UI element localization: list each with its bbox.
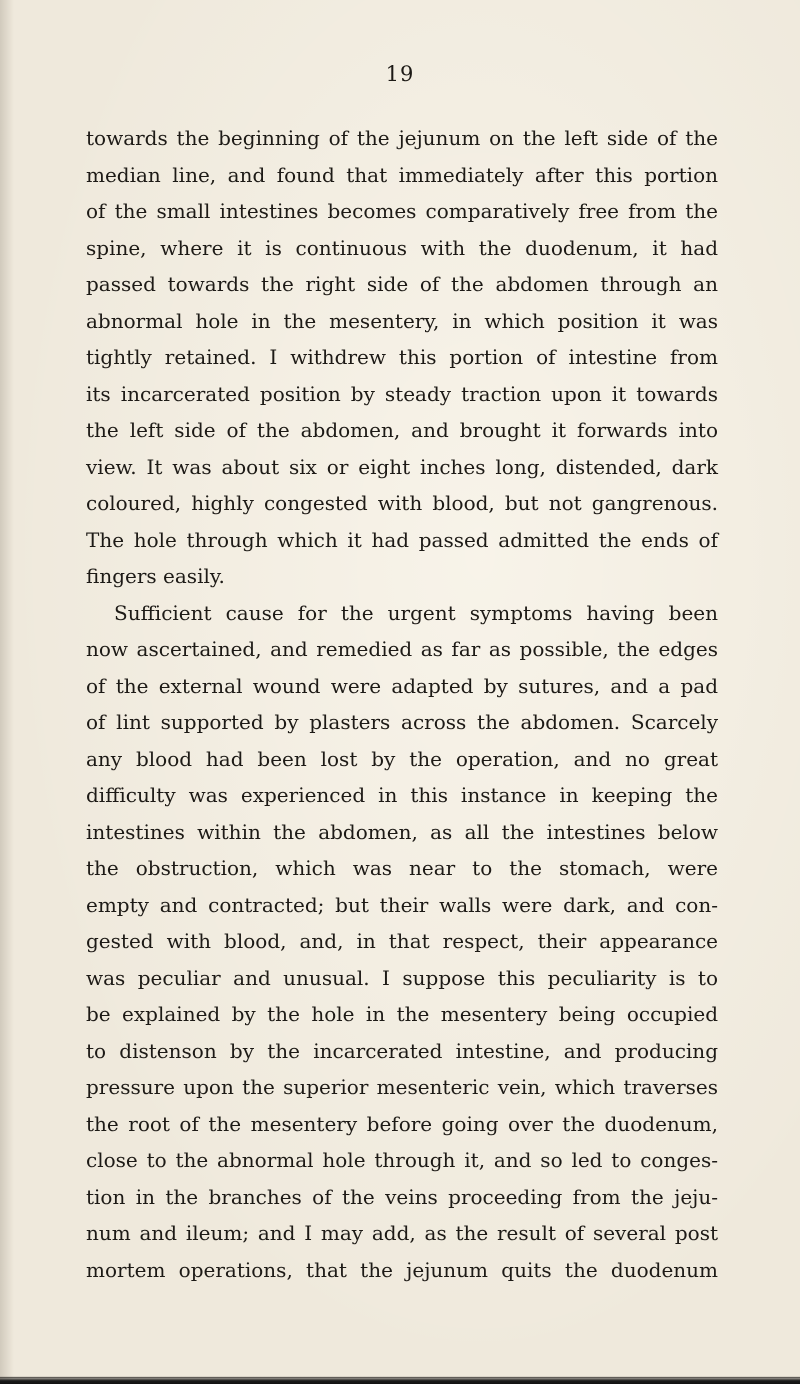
text-line: the left side of the abdomen, and brought it forwards into [86,418,718,442]
text-line: its incarcerated position by steady traction upon it towards [86,381,718,406]
text-line: was peculiar and unusual. I suppose this peculiarity is to [86,965,718,990]
text-line: the root of the mesentery before going over the duodenum, [86,1111,718,1136]
body-text [86,120,718,1288]
text-line: now ascertained, and remedied as far as possible, the edges [86,637,718,661]
text-line: intestines within the abdomen, as all the intestines below [86,819,718,844]
text-line: spine, where it is continuous with the duodenum, it had [86,235,718,260]
text-line: to distenson by the incarcerated intestine, and producing [86,1038,718,1063]
text-line: gested with blood, and, in that respect, their appearance [86,929,718,953]
text-line: of lint supported by plasters across the abdomen. Scarcely [86,710,718,734]
text-line: Sufficient cause for the urgent symptoms having been [114,600,718,625]
text-line: fingers easily. [86,564,225,588]
text-line: view. It was about six or eight inches long, distended, dark [86,454,718,479]
text-line: of the small intestines becomes comparatively free from the [86,199,718,223]
text-line: close to the abnormal hole through it, and so led to conges- [86,1148,718,1172]
page-bottom-edge [0,1376,800,1384]
text-line: The hole through which it had passed admitted the ends of [86,527,718,552]
text-line: mortem operations, that the jejunum quits the duodenum [86,1257,718,1282]
text-line: towards the beginning of the jejunum on the left side of the [86,126,718,150]
text-line: tightly retained. I withdrew this portion of intestine from [86,345,718,369]
text-line: empty and contracted; but their walls were dark, and con- [86,892,718,917]
text-line: median line, and found that immediately after this portion [86,162,718,187]
page-number: 19 [385,62,415,86]
text-line: passed towards the right side of the abdomen through an [86,272,718,296]
text-line: of the external wound were adapted by sutures, and a pad [86,673,718,698]
text-line: num and ileum; and I may add, as the result of several post [86,1221,718,1245]
text-line: difficulty was experienced in this instance in keeping the [86,783,718,807]
text-line: tion in the branches of the veins proceeding from the jeju- [86,1184,718,1209]
text-line: coloured, highly congested with blood, but not gangrenous. [86,491,718,515]
text-line: abnormal hole in the mesentery, in which position it was [86,308,718,333]
text-line: be explained by the hole in the mesentery being occupied [86,1002,718,1026]
page-gutter-shadow [0,0,14,1384]
text-line: pressure upon the superior mesenteric vein, which traverses [86,1075,718,1099]
text-line: the obstruction, which was near to the stomach, were [86,856,718,880]
text-line: any blood had been lost by the operation, and no great [86,746,718,771]
